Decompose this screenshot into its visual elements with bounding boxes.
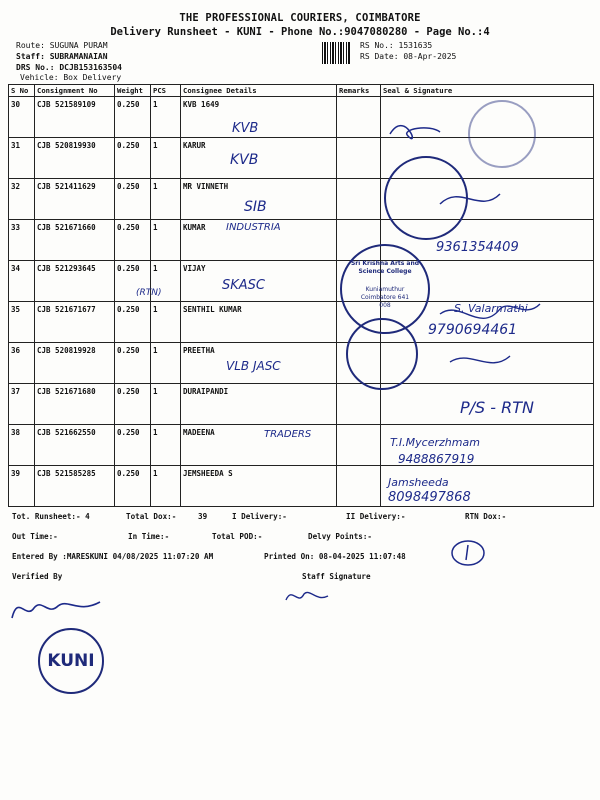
cell-remarks bbox=[337, 97, 381, 138]
handwritten-note: VLB JASC bbox=[226, 359, 281, 373]
cell-weight: 0.250 bbox=[115, 302, 151, 343]
runsheet-subtitle: Delivery Runsheet - KUNI - Phone No.:9047080280 - Page No.:4 bbox=[110, 26, 490, 38]
cell-pcs: 1 bbox=[151, 138, 181, 179]
col-pcs: PCS bbox=[151, 85, 181, 97]
cell-consignment: CJB 520819928 bbox=[35, 343, 115, 384]
handwritten-phone: 8098497868 bbox=[388, 490, 471, 505]
staff-signature bbox=[282, 584, 332, 608]
cell-consignee: DURAIPANDI bbox=[181, 384, 337, 425]
circular-stamp-faint bbox=[468, 100, 536, 168]
table-header-row bbox=[9, 85, 594, 97]
total-dox-value: 39 bbox=[198, 512, 208, 521]
rtn-dox: RTN Dox:- bbox=[465, 512, 507, 521]
cell-consignment: CJB 521662550 bbox=[35, 425, 115, 466]
ii-delivery: II Delivery:- bbox=[346, 512, 406, 521]
col-consignment: Consignment No bbox=[35, 85, 115, 97]
handwritten-note: SKASC bbox=[222, 278, 265, 293]
cell-consignment: CJB 521293645 bbox=[35, 261, 115, 302]
stamp-college-text: Sri Krishna Arts and Science College bbox=[350, 260, 420, 275]
rs-number: RS No.: 1531635 bbox=[360, 41, 433, 50]
cell-consignment: CJB 521589109 bbox=[35, 97, 115, 138]
circled-one-mark bbox=[448, 538, 488, 568]
vehicle-label: Vehicle: Box Delivery bbox=[20, 73, 122, 82]
cell-remarks bbox=[337, 425, 381, 466]
handwritten-note: P/S - RTN bbox=[460, 398, 534, 417]
cell-weight: 0.250 bbox=[115, 179, 151, 220]
cell-weight: 0.250 bbox=[115, 384, 151, 425]
handwritten-phone: 9790694461 bbox=[428, 322, 518, 338]
entered-by: Entered By :MARESKUNI 04/08/2025 11:07:20 AM bbox=[12, 552, 214, 561]
stamp-city-text: Kuniamuthur Coimbatore 641 008 bbox=[360, 286, 410, 309]
cell-consignee: SENTHIL KUMAR bbox=[181, 302, 337, 343]
delvy-points: Delvy Points:- bbox=[308, 532, 373, 541]
handwritten-note: INDUSTRIA bbox=[226, 222, 281, 233]
circular-stamp bbox=[384, 156, 468, 240]
kuni-stamp: KUNI bbox=[38, 628, 104, 694]
cell-pcs: 1 bbox=[151, 425, 181, 466]
cell-consignment: CJB 521671680 bbox=[35, 384, 115, 425]
out-time: Out Time:- bbox=[12, 532, 58, 541]
cell-remarks bbox=[337, 138, 381, 179]
cell-consignment: CJB 521585285 bbox=[35, 466, 115, 507]
route-label: Route: SUGUNA PURAM bbox=[16, 41, 108, 50]
cell-pcs: 1 bbox=[151, 261, 181, 302]
cell-consignee: KVB 1649 bbox=[181, 97, 337, 138]
cell-sno: 38 bbox=[9, 425, 35, 466]
cell-sno: 33 bbox=[9, 220, 35, 261]
cell-remarks bbox=[337, 179, 381, 220]
cell-sno: 31 bbox=[9, 138, 35, 179]
cell-sno: 36 bbox=[9, 343, 35, 384]
handwritten-note: (RTN) bbox=[136, 288, 162, 298]
cell-consignment: CJB 520819930 bbox=[35, 138, 115, 179]
cell-remarks bbox=[337, 384, 381, 425]
handwritten-name: T.I.Mycerzhmam bbox=[390, 436, 480, 449]
handwritten-phone: 9488867919 bbox=[398, 452, 475, 466]
staff-label: Staff: SUBRAMANAIAN bbox=[16, 52, 108, 61]
cell-pcs: 1 bbox=[151, 302, 181, 343]
cell-sno: 39 bbox=[9, 466, 35, 507]
col-sno: S No bbox=[9, 85, 35, 97]
total-pod: Total POD:- bbox=[212, 532, 263, 541]
handwritten-name: Jamsheeda bbox=[388, 476, 449, 489]
verified-by: Verified By bbox=[12, 572, 63, 581]
cell-weight: 0.250 bbox=[115, 97, 151, 138]
verifier-signature bbox=[8, 590, 108, 626]
cell-sno: 35 bbox=[9, 302, 35, 343]
cell-consignee: MR VINNETH bbox=[181, 179, 337, 220]
handwritten-name: S. Valarmathi bbox=[454, 302, 528, 315]
cell-consignee: PREETHA bbox=[181, 343, 337, 384]
cell-consignee: KARUR bbox=[181, 138, 337, 179]
handwritten-note: SIB bbox=[244, 199, 267, 215]
total-runsheet: Tot. Runsheet:- 4 bbox=[12, 512, 90, 521]
cell-weight: 0.250 bbox=[115, 466, 151, 507]
handwritten-note: KVB bbox=[232, 121, 259, 136]
cell-weight: 0.250 bbox=[115, 425, 151, 466]
cell-sno: 37 bbox=[9, 384, 35, 425]
cell-consignment: CJB 521411629 bbox=[35, 179, 115, 220]
cell-pcs: 1 bbox=[151, 466, 181, 507]
cell-pcs: 1 bbox=[151, 97, 181, 138]
barcode-icon bbox=[322, 42, 350, 64]
col-remarks: Remarks bbox=[337, 85, 381, 97]
cell-consignee: MADEENA bbox=[181, 425, 337, 466]
staff-signature-label: Staff Signature bbox=[302, 572, 371, 581]
circular-stamp bbox=[346, 318, 418, 390]
cell-sno: 34 bbox=[9, 261, 35, 302]
company-title: THE PROFESSIONAL COURIERS, COIMBATORE bbox=[179, 12, 421, 24]
cell-weight: 0.250 bbox=[115, 220, 151, 261]
table-row bbox=[9, 466, 594, 507]
cell-consignee: VIJAY bbox=[181, 261, 337, 302]
cell-consignee: JEMSHEEDA S bbox=[181, 466, 337, 507]
handwritten-phone: 9361354409 bbox=[436, 240, 519, 255]
cell-consignment: CJB 521671677 bbox=[35, 302, 115, 343]
cell-pcs: 1 bbox=[151, 220, 181, 261]
col-seal-signature: Seal & Signature bbox=[381, 85, 594, 97]
drs-number: DRS No.: DCJB153163504 bbox=[16, 63, 122, 72]
cell-weight: 0.250 bbox=[115, 343, 151, 384]
cell-consignee: KUMAR bbox=[181, 220, 337, 261]
cell-sno: 30 bbox=[9, 97, 35, 138]
i-delivery: I Delivery:- bbox=[232, 512, 287, 521]
handwritten-note: KVB bbox=[230, 152, 259, 168]
col-consignee: Consignee Details bbox=[181, 85, 337, 97]
cell-consignment: CJB 521671660 bbox=[35, 220, 115, 261]
printed-on: Printed On: 08-04-2025 11:07:48 bbox=[264, 552, 406, 561]
handwritten-note: TRADERS bbox=[264, 429, 312, 440]
rs-date: RS Date: 08-Apr-2025 bbox=[360, 52, 457, 61]
total-dox-label: Total Dox:- bbox=[126, 512, 177, 521]
cell-weight: 0.250 bbox=[115, 138, 151, 179]
col-weight: Weight bbox=[115, 85, 151, 97]
cell-pcs: 1 bbox=[151, 384, 181, 425]
cell-remarks bbox=[337, 466, 381, 507]
in-time: In Time:- bbox=[128, 532, 170, 541]
cell-pcs: 1 bbox=[151, 343, 181, 384]
cell-sno: 32 bbox=[9, 179, 35, 220]
cell-weight: 0.250 bbox=[115, 261, 151, 302]
cell-pcs: 1 bbox=[151, 179, 181, 220]
